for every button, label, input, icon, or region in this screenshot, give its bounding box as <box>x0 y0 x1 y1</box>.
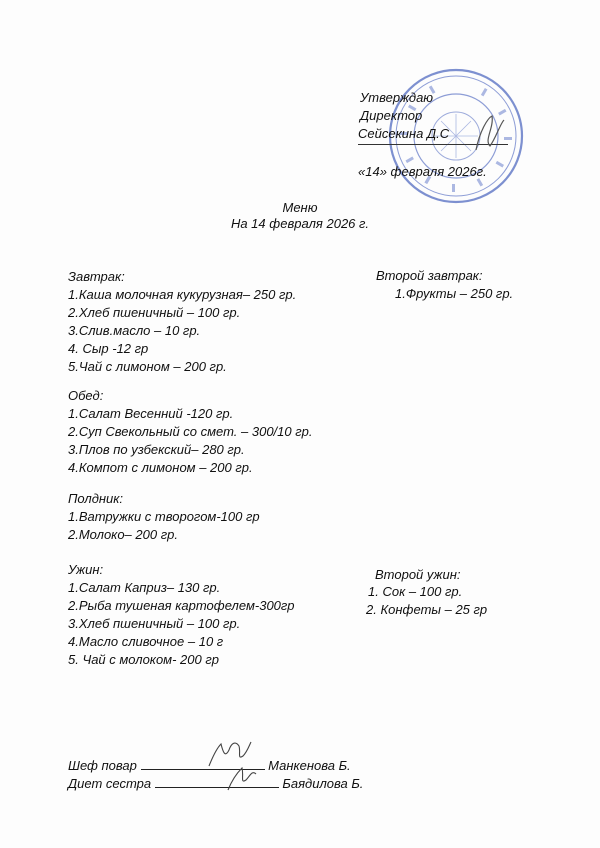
chef-name: Манкенова Б. <box>268 758 351 773</box>
list-item: 1.Салат Каприз– 130 гр. <box>68 580 221 595</box>
breakfast-section <box>68 268 296 376</box>
title-menu: Меню <box>282 200 318 215</box>
list-item: 3.Слив.масло – 10 гр. <box>68 323 201 338</box>
dinner-heading: Ужин: <box>68 562 104 577</box>
list-item: 4.Компот с лимоном – 200 гр. <box>68 460 253 475</box>
list-item: 4.Масло сливочное – 10 г <box>68 634 224 649</box>
diet-signature-row <box>68 775 363 793</box>
list-item: 1. Сок – 100 гр. <box>368 584 463 599</box>
list-item: 3.Плов по узбекский– 280 гр. <box>68 442 245 457</box>
title-date: На 14 февраля 2026 г. <box>230 216 370 231</box>
lunch-heading: Обед: <box>68 388 104 403</box>
list-item: 2.Молоко– 200 гр. <box>68 527 178 542</box>
list-item: 5. Чай с молоком- 200 гр <box>68 652 219 667</box>
list-item: 4. Сыр -12 гр <box>68 341 149 356</box>
approval-line-2: Директор <box>360 108 423 123</box>
snack-section <box>68 490 260 544</box>
approval-date: «14» февраля 2026г. <box>358 164 487 179</box>
dinner-section <box>68 561 295 669</box>
approval-line-1: Утверждаю <box>360 90 434 105</box>
second-breakfast-heading: Второй завтрак: <box>376 268 483 283</box>
list-item: 2. Конфеты – 25 гр <box>366 602 488 617</box>
list-item: 2.Хлеб пшеничный – 100 гр. <box>68 305 241 320</box>
list-item: 3.Хлеб пшеничный – 100 гр. <box>68 616 241 631</box>
diet-name: Баядилова Б. <box>282 776 364 791</box>
chef-role: Шеф повар <box>68 758 137 773</box>
second-dinner-heading: Второй ужин: <box>375 567 461 582</box>
snack-heading: Полдник: <box>68 491 124 506</box>
approval-line-3: Сейсекина Д.С <box>358 126 450 141</box>
breakfast-heading: Завтрак: <box>68 269 125 284</box>
diet-handwritten-signature <box>222 762 262 796</box>
list-item: 2.Суп Свекольный со смет. – 300/10 гр. <box>68 424 313 439</box>
list-item: 1.Ватружки с творогом-100 гр <box>68 509 260 524</box>
list-item: 1.Салат Весенний -120 гр. <box>68 406 234 421</box>
diet-role: Диет сестра <box>68 776 152 791</box>
list-item: 2.Рыба тушеная картофелем-300гр <box>68 598 295 613</box>
lunch-section <box>68 387 313 477</box>
list-item: 5.Чай с лимоном – 200 гр. <box>68 359 227 374</box>
list-item: 1.Фрукты – 250 гр. <box>395 286 514 301</box>
director-signature <box>470 110 510 155</box>
list-item: 1.Каша молочная кукурузная– 250 гр. <box>68 287 297 302</box>
